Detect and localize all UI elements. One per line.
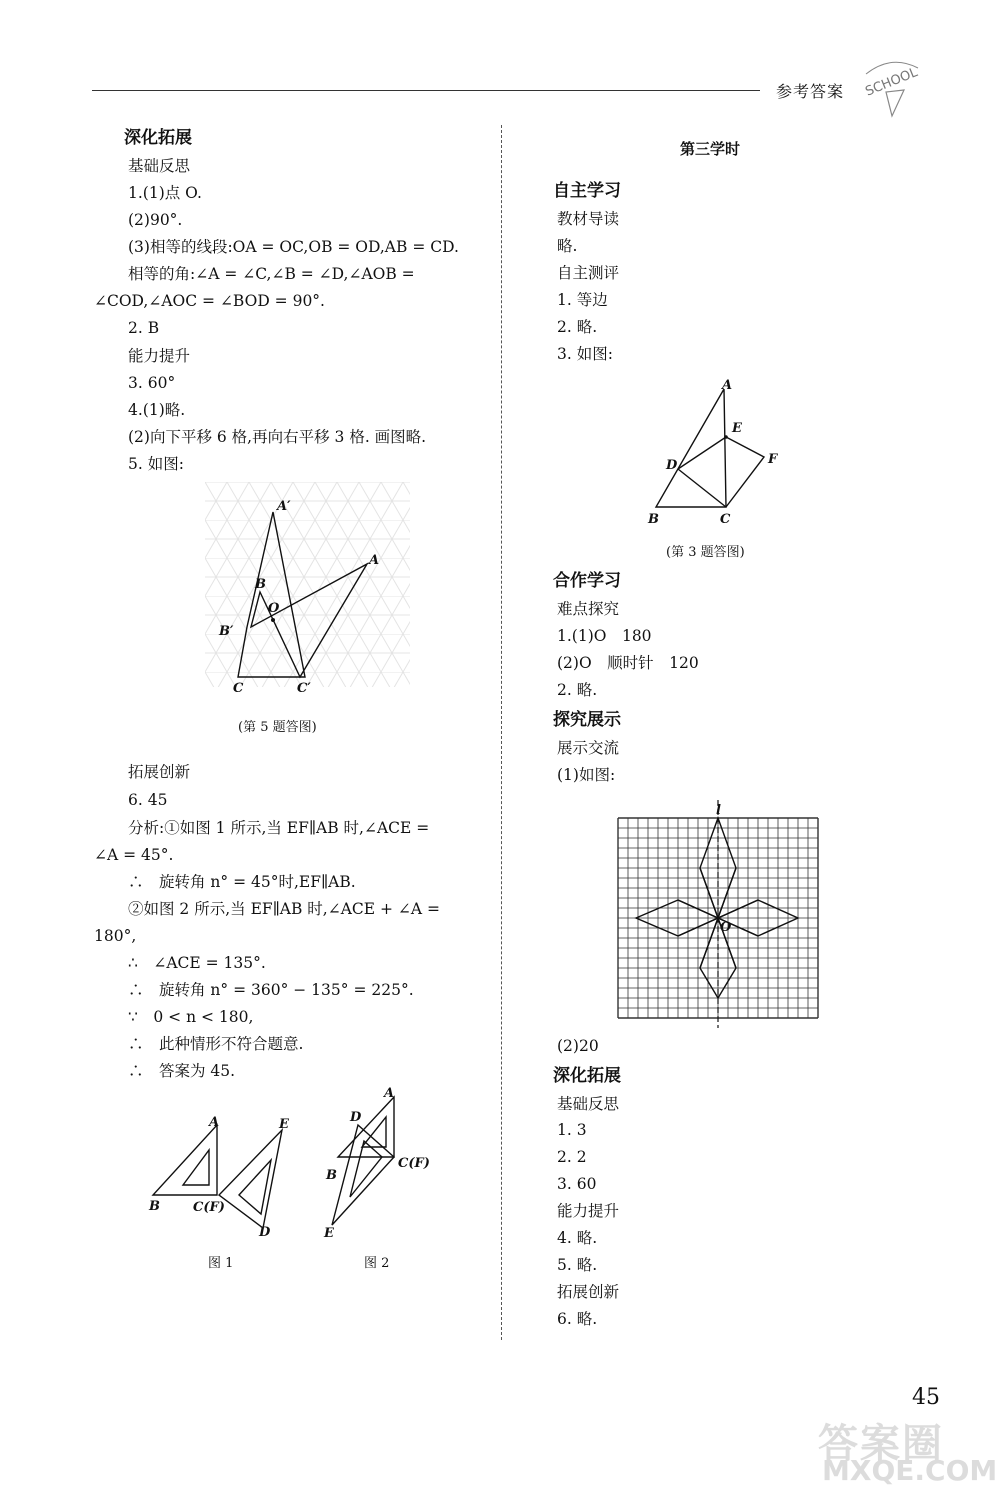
page-number: 45 [912, 1385, 940, 1410]
school-logo-text: SCHOOL [863, 65, 920, 100]
label-a: A [722, 378, 733, 393]
figure-grid-rotation [610, 800, 820, 1030]
answer-line: 3. 如图: [557, 345, 613, 363]
answer-line: 1.(1)点 O. [128, 184, 202, 202]
watermark-text: 答案圈 [818, 1421, 944, 1467]
answer-line: 2. B [128, 319, 160, 337]
subsection-heading: 拓展创新 [128, 763, 191, 781]
subsection-heading: 能力提升 [128, 347, 191, 365]
label-b: B [255, 577, 266, 592]
figure-5-rotation [205, 482, 410, 702]
analysis-line: ∴ 此种情形不符合题意. [128, 1035, 304, 1053]
lesson-title: 第三学时 [680, 140, 741, 158]
subsection-heading: 基础反思 [128, 157, 191, 175]
label-cf: C(F) [193, 1200, 225, 1215]
label-o: O [268, 601, 280, 616]
label-d: D [666, 458, 678, 473]
answer-line: 1. 3 [557, 1121, 587, 1139]
label-c: C [233, 681, 244, 696]
section-heading: 合作学习 [553, 571, 621, 591]
answer-line: (2)90°. [128, 211, 183, 229]
analysis-line: ∴ 旋转角 n° = 360° − 135° = 225°. [128, 981, 414, 999]
triangle-dce [332, 1125, 394, 1225]
answer-line: 3. 60 [557, 1175, 597, 1193]
analysis-line: 分析:①如图 1 所示,当 EF∥AB 时,∠ACE = [128, 819, 430, 837]
label-d: D [259, 1225, 271, 1240]
subsection-heading: 基础反思 [557, 1095, 620, 1113]
subsection-heading: 拓展创新 [557, 1283, 620, 1301]
figure-1-triangles [145, 1110, 305, 1240]
label-o: O [720, 920, 732, 935]
figure-2-triangles [320, 1085, 440, 1240]
answer-line: (2)O 顺时针 120 [557, 654, 699, 672]
figure-caption: (第 5 题答图) [238, 720, 317, 735]
column-divider [501, 125, 502, 1340]
header-rule [92, 90, 760, 91]
answer-line: 6. 略. [557, 1310, 598, 1328]
label-b: B [149, 1199, 160, 1214]
answer-line: 1.(1)O 180 [557, 627, 652, 645]
answer-line: 略. [557, 237, 578, 255]
figure-caption: 图 2 [364, 1256, 390, 1271]
label-cf: C(F) [398, 1156, 430, 1171]
answer-line: 3. 60° [128, 374, 176, 392]
label-e: E [732, 421, 742, 436]
analysis-line: ∵ 0 < n < 180, [128, 1008, 254, 1026]
label-c: C [720, 512, 731, 527]
label-e: E [279, 1117, 289, 1132]
header-title: 参考答案 [776, 82, 845, 101]
label-a: A [369, 553, 380, 568]
label-f: F [768, 452, 778, 467]
center-point-o [271, 618, 275, 622]
section-heading: 深化拓展 [553, 1066, 621, 1086]
analysis-line: ②如图 2 所示,当 EF∥AB 时,∠ACE + ∠A = [128, 900, 441, 918]
label-l: l [716, 803, 721, 818]
answer-line: 相等的角:∠A = ∠C,∠B = ∠D,∠AOB = [128, 265, 415, 283]
subsection-heading: 教材导读 [557, 210, 620, 228]
label-c-prime: C′ [297, 681, 311, 696]
answer-line: 1. 等边 [557, 291, 608, 309]
answer-line: 2. 略. [557, 681, 598, 699]
analysis-line: ∴ 旋转角 n° = 45°时,EF∥AB. [128, 873, 356, 891]
figure-caption: (第 3 题答图) [666, 545, 745, 560]
label-e: E [324, 1226, 334, 1240]
subsection-heading: 难点探究 [557, 600, 620, 618]
label-a-prime: A′ [277, 499, 291, 514]
analysis-line: ∴ ∠ACE = 135°. [128, 954, 266, 972]
answer-line: 5. 如图: [128, 455, 184, 473]
label-b-prime: B′ [219, 624, 234, 639]
answer-line: 5. 略. [557, 1256, 598, 1274]
label-d: D [350, 1110, 362, 1125]
label-b: B [326, 1168, 337, 1183]
answer-line: 6. 45 [128, 791, 168, 809]
subsection-heading: 能力提升 [557, 1202, 620, 1220]
analysis-line: ∴ 答案为 45. [128, 1062, 236, 1080]
watermark-url: MXQE.COM [822, 1454, 998, 1487]
school-logo-icon [856, 52, 926, 122]
answer-line: 4.(1)略. [128, 401, 186, 419]
analysis-line: 180°, [94, 927, 137, 945]
answer-line: (2)向下平移 6 格,再向右平移 3 格. 画图略. [128, 428, 427, 446]
answer-line: ∠COD,∠AOC = ∠BOD = 90°. [94, 292, 325, 310]
subsection-heading: 自主测评 [557, 264, 620, 282]
analysis-line: ∠A = 45°. [94, 846, 174, 864]
answer-line: (1)如图: [557, 766, 616, 784]
answer-line: 4. 略. [557, 1229, 598, 1247]
section-heading: 探究展示 [553, 710, 621, 730]
section-heading: 自主学习 [553, 181, 621, 201]
label-a: A [384, 1086, 395, 1101]
figure-caption: 图 1 [208, 1256, 234, 1271]
answer-line: 2. 2 [557, 1148, 587, 1166]
triangle-cde [219, 1130, 282, 1228]
subsection-heading: 展示交流 [557, 739, 620, 757]
answer-line: 2. 略. [557, 318, 598, 336]
label-a: A [209, 1115, 220, 1130]
section-heading: 深化拓展 [124, 128, 192, 148]
figure-3-equilateral [640, 375, 790, 535]
answer-line: (2)20 [557, 1037, 599, 1055]
triangle-abc [656, 389, 726, 507]
label-b: B [648, 512, 659, 527]
answer-line: (3)相等的线段:OA = OC,OB = OD,AB = CD. [128, 238, 459, 256]
